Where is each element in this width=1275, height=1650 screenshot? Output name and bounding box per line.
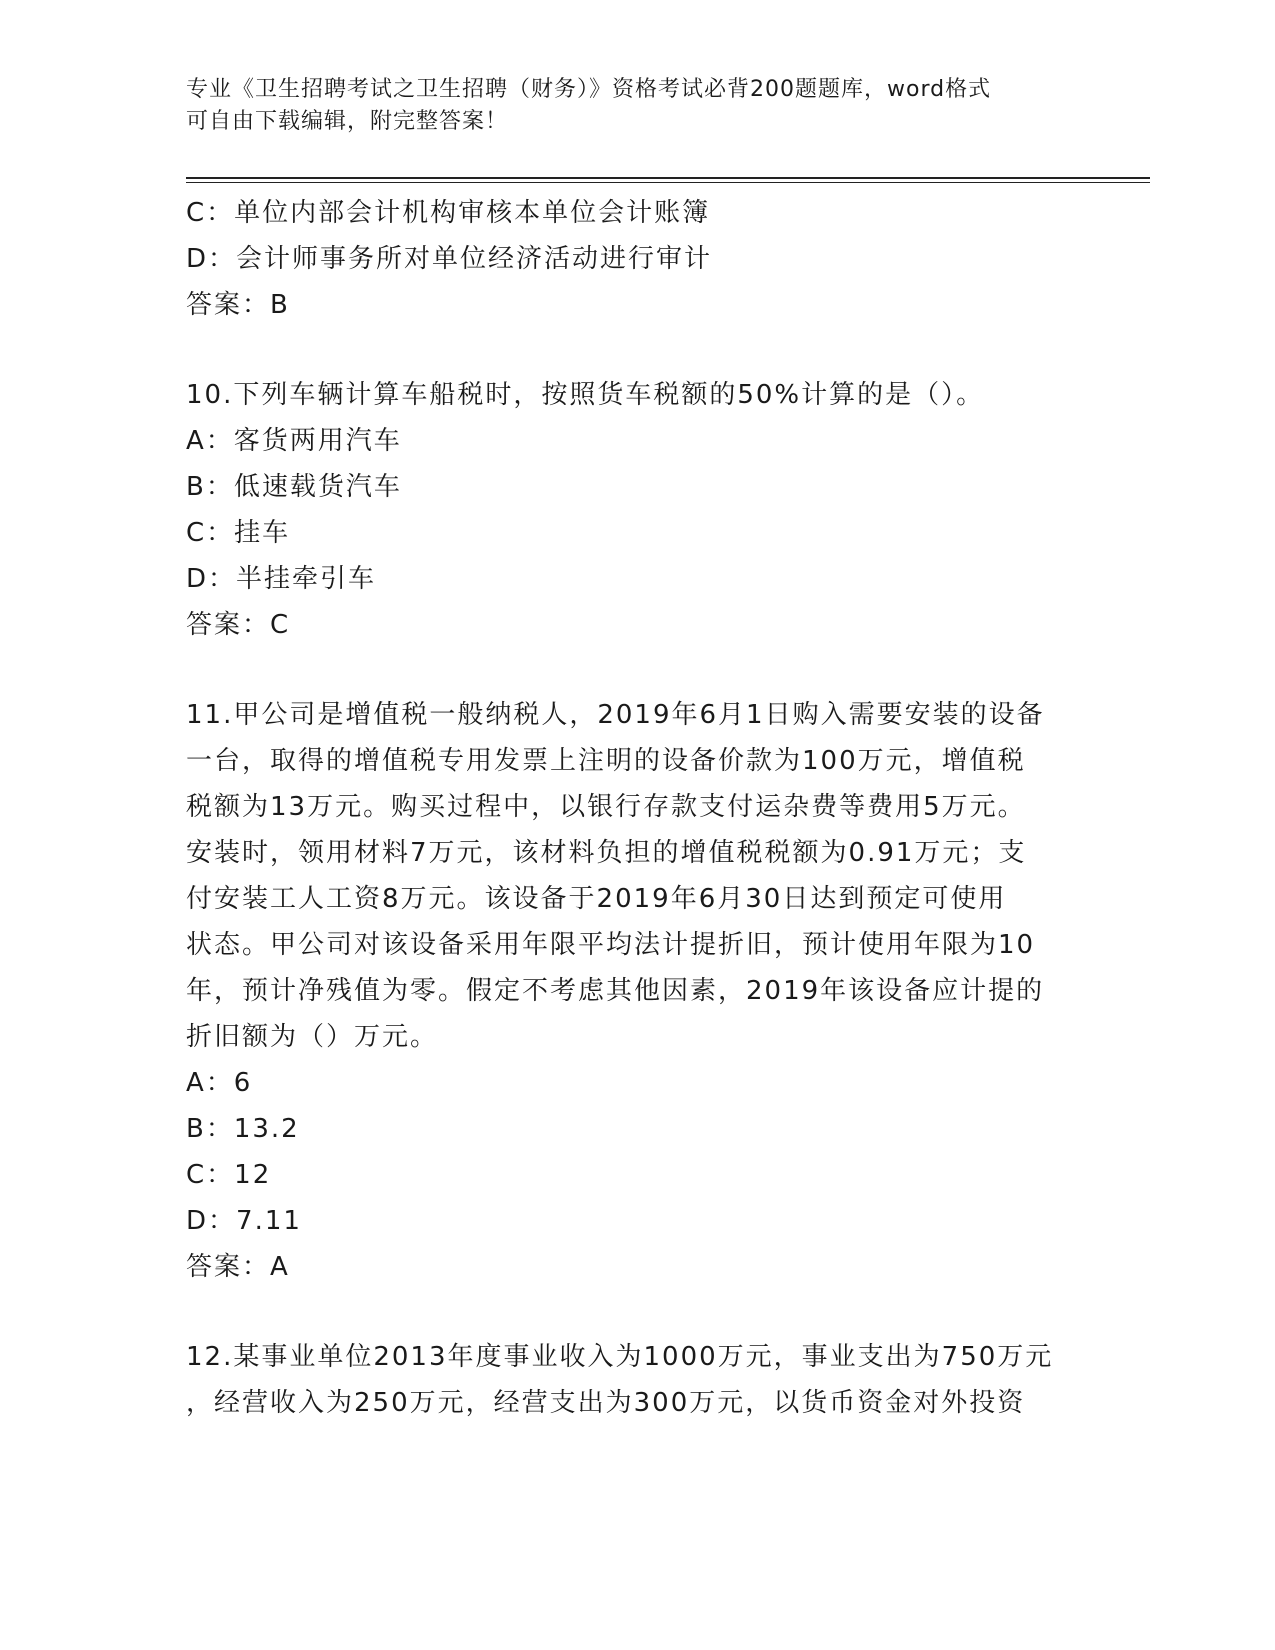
option-b: B：13.2 — [186, 1114, 300, 1144]
header-title-line-2: 可自由下载编辑，附完整答案！ — [186, 109, 509, 134]
question-9-continued — [186, 190, 1086, 328]
question-11 — [186, 692, 1086, 1290]
question-stem-line: 安装时，领用材料7万元，该材料负担的增值税税额为0.91万元；支 — [186, 838, 1027, 868]
question-stem-line: 12.某事业单位2013年度事业收入为1000万元，事业支出为750万元 — [186, 1342, 1054, 1372]
option-c: C：挂车 — [186, 518, 291, 548]
question-stem-line: 年，预计净残值为零。假定不考虑其他因素，2019年该设备应计提的 — [186, 976, 1045, 1006]
question-12 — [186, 1334, 1086, 1426]
document-header — [186, 74, 1066, 138]
option-d: D：半挂牵引车 — [186, 564, 377, 594]
option-d: D：会计师事务所对单位经济活动进行审计 — [186, 244, 713, 274]
spacer — [186, 1290, 1086, 1334]
header-divider-thin — [186, 182, 1150, 183]
question-stem-line: 付安装工人工资8万元。该设备于2019年6月30日达到预定可使用 — [186, 884, 1007, 914]
question-stem-line: 11.甲公司是增值税一般纳税人，2019年6月1日购入需要安装的设备 — [186, 700, 1045, 730]
option-b: B：低速载货汽车 — [186, 472, 402, 502]
spacer — [186, 648, 1086, 692]
question-stem-line: 折旧额为（）万元。 — [186, 1022, 439, 1052]
option-a: A：客货两用汽车 — [186, 426, 402, 456]
answer-label: 答案：C — [186, 610, 291, 640]
question-stem-line: 状态。甲公司对该设备采用年限平均法计提折旧，预计使用年限为10 — [186, 930, 1036, 960]
answer-label: 答案：B — [186, 290, 290, 320]
option-a: A：6 — [186, 1068, 253, 1098]
question-10 — [186, 372, 1086, 648]
question-stem-line: 税额为13万元。购买过程中，以银行存款支付运杂费等费用5万元。 — [186, 792, 1026, 822]
spacer — [186, 328, 1086, 372]
question-stem: 10.下列车辆计算车船税时，按照货车税额的50%计算的是（）。 — [186, 380, 985, 410]
question-list — [186, 190, 1086, 1426]
question-stem-line: ，经营收入为250万元，经营支出为300万元，以货币资金对外投资 — [186, 1388, 1026, 1418]
option-c: C：单位内部会计机构审核本单位会计账簿 — [186, 198, 711, 228]
header-divider-thick — [186, 177, 1150, 179]
option-c: C：12 — [186, 1160, 272, 1190]
header-title-line-1: 专业《卫生招聘考试之卫生招聘（财务）》资格考试必背200题题库，word格式 — [186, 77, 992, 102]
option-d: D：7.11 — [186, 1206, 302, 1236]
answer-label: 答案：A — [186, 1252, 290, 1282]
question-stem-line: 一台，取得的增值税专用发票上注明的设备价款为100万元，增值税 — [186, 746, 1026, 776]
